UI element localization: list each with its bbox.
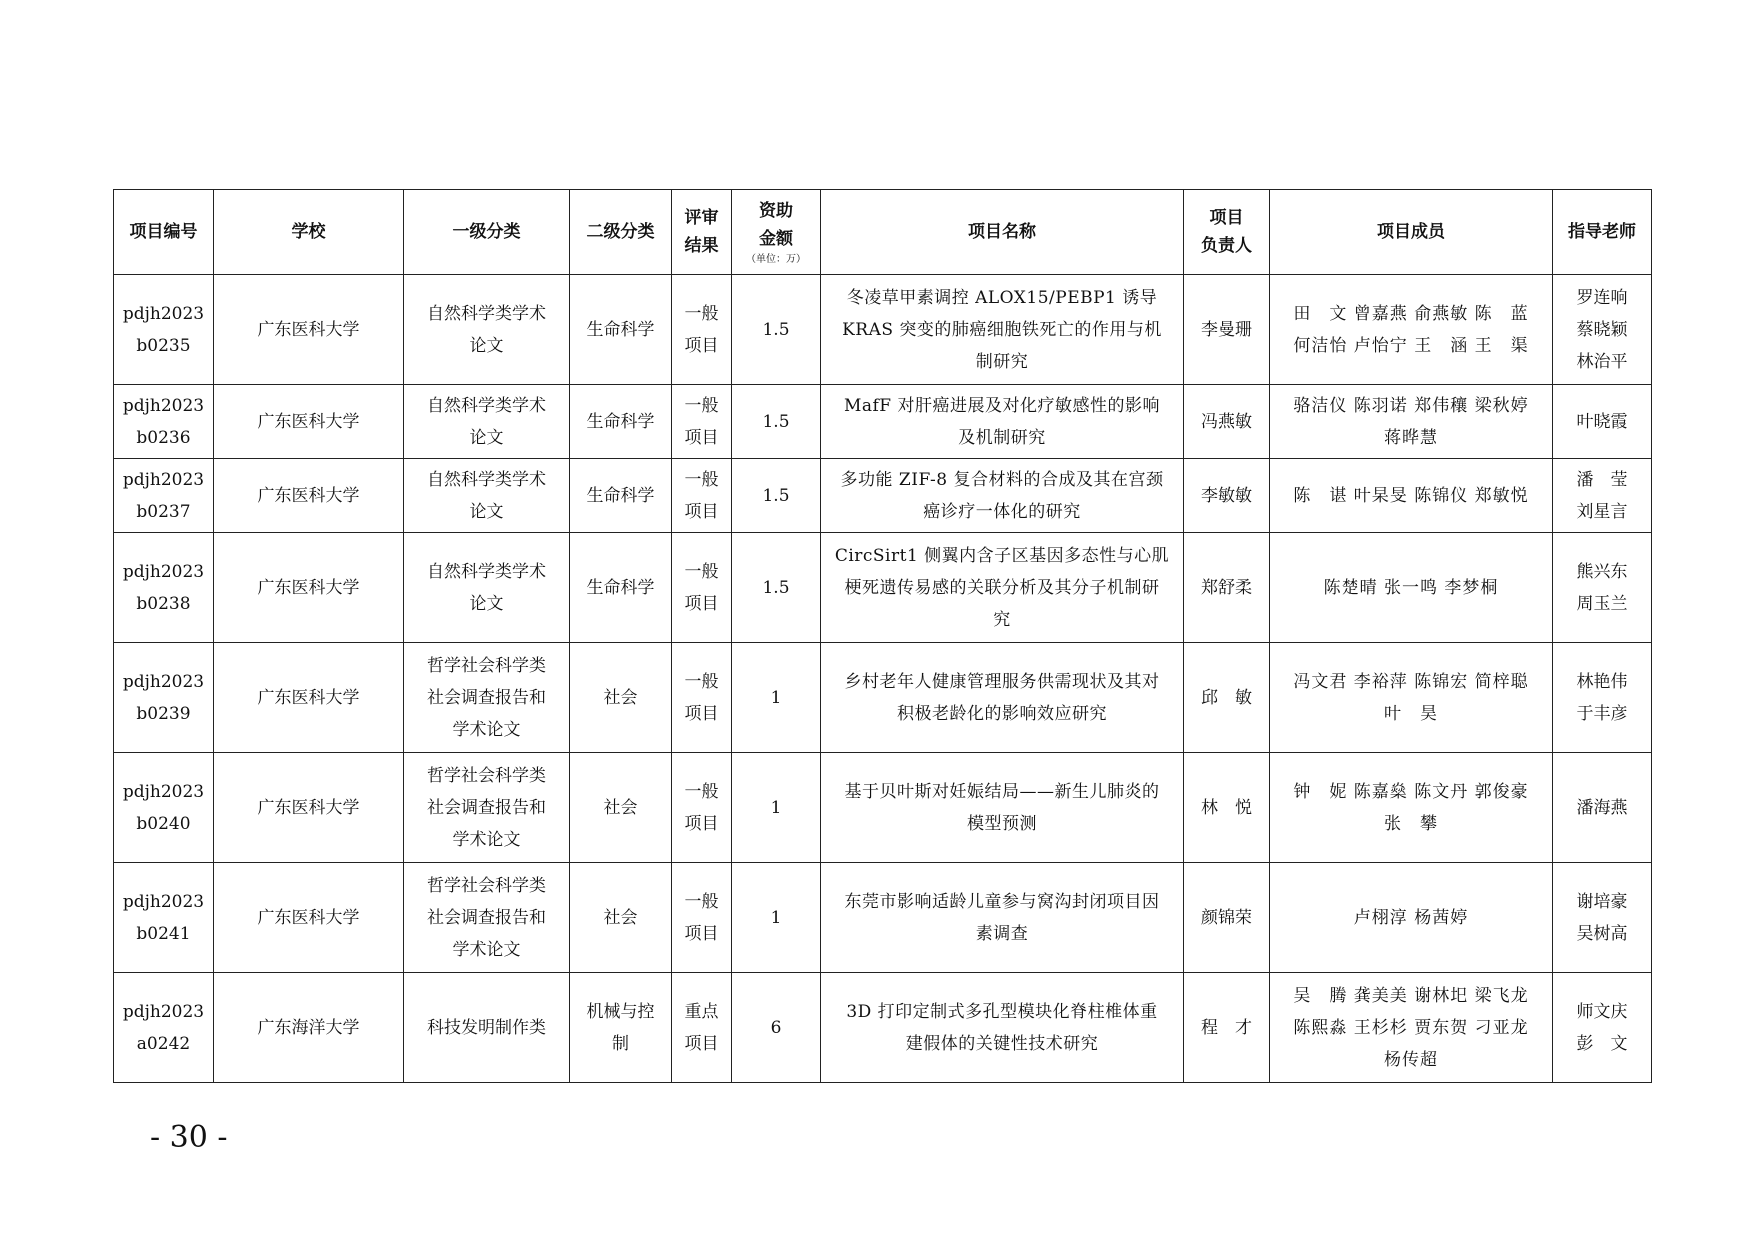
cell-level1-line: 社会调查报告和 [427, 907, 546, 928]
cell-members [1270, 385, 1553, 459]
cell-members-line: 陈 谌 叶杲旻 陈锦仪 郑敏悦 [1293, 485, 1529, 506]
cell-result-line: 项目 [684, 335, 719, 356]
cell-code [114, 973, 214, 1083]
cell-code [114, 863, 214, 973]
cell-members-line: 陈楚晴 张一鸣 李梦桐 [1323, 577, 1499, 598]
cell-project-name-line: KRAS 突变的肺癌细胞铁死亡的作用与机 [842, 319, 1162, 340]
cell-members [1270, 275, 1553, 385]
cell-code [114, 275, 214, 385]
cell-level2-line: 制 [612, 1033, 629, 1054]
header-level2: 二级分类 [570, 190, 672, 275]
header-leader: 项目 负责人 [1184, 190, 1270, 275]
cell-level2 [570, 643, 672, 753]
cell-result-line: 一般 [684, 303, 719, 324]
cell-level1-line: 自然科学类学术 [427, 395, 546, 416]
cell-code [114, 533, 214, 643]
cell-level1-line: 自然科学类学术 [427, 469, 546, 490]
cell-project-name-line: 及机制研究 [958, 427, 1046, 448]
cell-project-name-line: 素调查 [975, 923, 1029, 944]
cell-amount: 1 [732, 863, 821, 973]
cell-advisor [1553, 973, 1652, 1083]
cell-members [1270, 643, 1553, 753]
table-row [114, 533, 1652, 643]
cell-project-name-line: 积极老龄化的影响效应研究 [897, 703, 1107, 724]
cell-project-name [821, 863, 1184, 973]
cell-amount: 1.5 [732, 459, 821, 533]
cell-result [672, 643, 732, 753]
cell-level2-line: 生命科学 [586, 577, 655, 598]
cell-level1 [404, 385, 570, 459]
cell-advisor-line: 熊兴东 [1576, 561, 1628, 582]
header-members: 项目成员 [1270, 190, 1553, 275]
cell-project-name-line: 乡村老年人健康管理服务供需现状及其对 [844, 671, 1160, 692]
cell-level1-line: 社会调查报告和 [427, 797, 546, 818]
cell-code-line: pdjh2023 [122, 561, 205, 582]
cell-code [114, 385, 214, 459]
cell-members [1270, 533, 1553, 643]
cell-level1-line: 社会调查报告和 [427, 687, 546, 708]
cell-level2 [570, 753, 672, 863]
cell-level2 [570, 973, 672, 1083]
cell-project-name-line: 究 [993, 609, 1011, 630]
cell-advisor [1553, 863, 1652, 973]
cell-school: 广东医科大学 [214, 275, 404, 385]
cell-project-name-line: 制研究 [975, 351, 1029, 372]
header-level1: 一级分类 [404, 190, 570, 275]
cell-project-name-line: 癌诊疗一体化的研究 [923, 501, 1081, 522]
cell-code-line: b0235 [136, 335, 191, 356]
cell-advisor-line: 林治平 [1576, 351, 1628, 372]
cell-level1-line: 自然科学类学术 [427, 561, 546, 582]
cell-advisor-line: 刘星言 [1576, 501, 1628, 522]
cell-result [672, 753, 732, 863]
cell-result-line: 一般 [684, 561, 719, 582]
cell-result-line: 一般 [684, 671, 719, 692]
cell-code-line: pdjh2023 [122, 395, 205, 416]
cell-result-line: 一般 [684, 891, 719, 912]
cell-level1-line: 论文 [469, 501, 504, 522]
cell-result-line: 项目 [684, 923, 719, 944]
cell-code [114, 753, 214, 863]
cell-level1-line: 论文 [469, 593, 504, 614]
cell-level2 [570, 459, 672, 533]
cell-leader: 颜锦荣 [1184, 863, 1270, 973]
cell-code-line: pdjh2023 [122, 1001, 205, 1022]
cell-result [672, 385, 732, 459]
cell-project-name-line: CircSirt1 侧翼内含子区基因多态性与心肌 [834, 545, 1170, 566]
header-result: 评审 结果 [672, 190, 732, 275]
cell-result-line: 重点 [684, 1001, 719, 1022]
cell-members-line: 卢栩淳 杨茜婷 [1353, 907, 1469, 928]
cell-level2-line: 社会 [603, 797, 638, 818]
cell-level2-line: 社会 [603, 687, 638, 708]
cell-level2-line: 生命科学 [586, 411, 655, 432]
cell-code-line: pdjh2023 [122, 891, 205, 912]
cell-project-name-line: 冬凌草甲素调控 ALOX15/PEBP1 诱导 [846, 287, 1158, 308]
table-row [114, 753, 1652, 863]
cell-code-line: pdjh2023 [122, 303, 205, 324]
cell-advisor-line: 师文庆 [1576, 1001, 1628, 1022]
cell-advisor [1553, 459, 1652, 533]
cell-level2-line: 生命科学 [586, 319, 655, 340]
cell-level1-line: 学术论文 [452, 719, 521, 740]
cell-code-line: b0238 [136, 593, 191, 614]
page-number: - 30 - [150, 1120, 228, 1155]
header-amount: 资助 金额 （单位：万） [732, 190, 821, 275]
cell-result-line: 一般 [684, 469, 719, 490]
cell-members-line: 叶 昊 [1384, 703, 1438, 724]
cell-leader: 郑舒柔 [1184, 533, 1270, 643]
header-advisor: 指导老师 [1553, 190, 1652, 275]
cell-code-line: a0242 [136, 1033, 191, 1054]
cell-level2 [570, 385, 672, 459]
cell-project-name-line: 东莞市影响适龄儿童参与窝沟封闭项目因 [844, 891, 1160, 912]
cell-result [672, 275, 732, 385]
cell-advisor-line: 于丰彦 [1576, 703, 1628, 724]
cell-members-line: 张 攀 [1384, 813, 1438, 834]
cell-result-line: 一般 [684, 781, 719, 802]
cell-result [672, 533, 732, 643]
cell-amount: 6 [732, 973, 821, 1083]
cell-result-line: 项目 [684, 593, 719, 614]
cell-code-line: b0241 [136, 923, 191, 944]
cell-result-line: 项目 [684, 813, 719, 834]
cell-code-line: b0239 [136, 703, 191, 724]
cell-level1-line: 自然科学类学术 [427, 303, 546, 324]
cell-members-line: 钟 妮 陈嘉燊 陈文丹 郭俊豪 [1293, 781, 1529, 802]
cell-advisor [1553, 275, 1652, 385]
cell-project-name-line: 基于贝叶斯对妊娠结局——新生儿肺炎的 [844, 781, 1160, 802]
cell-result-line: 项目 [684, 427, 719, 448]
cell-code [114, 643, 214, 753]
cell-result [672, 863, 732, 973]
cell-code-line: b0237 [136, 501, 191, 522]
cell-advisor-line: 周玉兰 [1576, 593, 1628, 614]
cell-level1 [404, 533, 570, 643]
cell-advisor-line: 叶晓霞 [1576, 411, 1628, 432]
table-row [114, 863, 1652, 973]
cell-project-name-line: 多功能 ZIF-8 复合材料的合成及其在宫颈 [840, 469, 1164, 490]
cell-project-name-line: 建假体的关键性技术研究 [905, 1033, 1099, 1054]
cell-advisor-line: 吴树高 [1576, 923, 1628, 944]
cell-school: 广东医科大学 [214, 643, 404, 753]
cell-code-line: b0236 [136, 427, 191, 448]
cell-code-line: b0240 [136, 813, 191, 834]
cell-level1 [404, 753, 570, 863]
cell-members-line: 蒋晔慧 [1384, 427, 1438, 448]
header-row [114, 190, 1652, 275]
cell-advisor [1553, 533, 1652, 643]
cell-level2 [570, 275, 672, 385]
cell-result [672, 973, 732, 1083]
cell-project-name [821, 973, 1184, 1083]
cell-level1 [404, 863, 570, 973]
cell-advisor-line: 彭 文 [1576, 1033, 1628, 1054]
cell-level1-line: 学术论文 [452, 939, 521, 960]
cell-level2-line: 生命科学 [586, 485, 655, 506]
cell-result-line: 项目 [684, 501, 719, 522]
cell-members-line: 骆洁仪 陈羽诺 郑伟穰 梁秋婷 [1293, 395, 1529, 416]
cell-amount: 1 [732, 753, 821, 863]
cell-level1-line: 哲学社会科学类 [427, 875, 546, 896]
table-row [114, 643, 1652, 753]
cell-advisor-line: 潘海燕 [1576, 797, 1628, 818]
cell-advisor [1553, 753, 1652, 863]
cell-level2 [570, 863, 672, 973]
cell-leader: 林 悦 [1184, 753, 1270, 863]
cell-advisor [1553, 643, 1652, 753]
header-amount-unit: （单位：万） [746, 254, 806, 265]
cell-advisor-line: 罗连响 [1576, 287, 1628, 308]
header-school: 学校 [214, 190, 404, 275]
cell-level1 [404, 275, 570, 385]
cell-project-name [821, 459, 1184, 533]
cell-amount: 1 [732, 643, 821, 753]
cell-members [1270, 753, 1553, 863]
cell-code [114, 459, 214, 533]
cell-code-line: pdjh2023 [122, 781, 205, 802]
cell-school: 广东医科大学 [214, 863, 404, 973]
cell-level2-line: 社会 [603, 907, 638, 928]
cell-members-line: 吴 腾 龚美美 谢林圯 梁飞龙 [1293, 985, 1529, 1006]
cell-members-line: 田 文 曾嘉燕 俞燕敏 陈 蓝 [1293, 303, 1529, 324]
cell-leader: 程 才 [1184, 973, 1270, 1083]
cell-level2 [570, 533, 672, 643]
cell-amount: 1.5 [732, 533, 821, 643]
cell-level1-line: 学术论文 [452, 829, 521, 850]
cell-members [1270, 863, 1553, 973]
cell-school: 广东海洋大学 [214, 973, 404, 1083]
cell-leader: 李敏敏 [1184, 459, 1270, 533]
cell-level2-line: 机械与控 [586, 1001, 655, 1022]
header-name: 项目名称 [821, 190, 1184, 275]
cell-project-name [821, 533, 1184, 643]
cell-code-line: pdjh2023 [122, 469, 205, 490]
cell-members-line: 杨传超 [1384, 1049, 1438, 1070]
cell-leader: 邱 敏 [1184, 643, 1270, 753]
cell-school: 广东医科大学 [214, 753, 404, 863]
cell-project-name-line: 模型预测 [967, 813, 1037, 834]
table-row [114, 275, 1652, 385]
cell-result-line: 一般 [684, 395, 719, 416]
cell-level1-line: 哲学社会科学类 [427, 765, 546, 786]
cell-project-name [821, 753, 1184, 863]
cell-advisor [1553, 385, 1652, 459]
table-row [114, 973, 1652, 1083]
cell-level1-line: 科技发明制作类 [427, 1017, 546, 1038]
cell-level1-line: 哲学社会科学类 [427, 655, 546, 676]
cell-level1 [404, 459, 570, 533]
cell-advisor-line: 林艳伟 [1576, 671, 1628, 692]
cell-school: 广东医科大学 [214, 385, 404, 459]
cell-school: 广东医科大学 [214, 533, 404, 643]
cell-amount: 1.5 [732, 385, 821, 459]
cell-members [1270, 459, 1553, 533]
cell-project-name-line: 3D 打印定制式多孔型模块化脊柱椎体重 [846, 1001, 1158, 1022]
cell-advisor-line: 蔡晓颖 [1576, 319, 1628, 340]
cell-members-line: 何洁怡 卢怡宁 王 涵 王 渠 [1293, 335, 1529, 356]
cell-project-name-line: MafF 对肝癌进展及对化疗敏感性的影响 [843, 395, 1161, 416]
cell-school: 广东医科大学 [214, 459, 404, 533]
cell-result [672, 459, 732, 533]
cell-project-name [821, 275, 1184, 385]
cell-members [1270, 973, 1553, 1083]
cell-members-line: 冯文君 李裕萍 陈锦宏 简梓聪 [1293, 671, 1529, 692]
table-row [114, 459, 1652, 533]
cell-level1 [404, 643, 570, 753]
cell-code-line: pdjh2023 [122, 671, 205, 692]
cell-level1-line: 论文 [469, 427, 504, 448]
cell-leader: 李曼珊 [1184, 275, 1270, 385]
cell-level1 [404, 973, 570, 1083]
cell-level1-line: 论文 [469, 335, 504, 356]
cell-project-name-line: 梗死遗传易感的关联分析及其分子机制研 [844, 577, 1160, 598]
table-row [114, 385, 1652, 459]
cell-amount: 1.5 [732, 275, 821, 385]
cell-project-name [821, 643, 1184, 753]
cell-advisor-line: 潘 莹 [1576, 469, 1628, 490]
cell-members-line: 陈熙淼 王杉杉 贾东贺 刁亚龙 [1293, 1017, 1529, 1038]
cell-project-name [821, 385, 1184, 459]
cell-result-line: 项目 [684, 703, 719, 724]
project-table [113, 189, 1652, 1083]
cell-leader: 冯燕敏 [1184, 385, 1270, 459]
cell-result-line: 项目 [684, 1033, 719, 1054]
cell-advisor-line: 谢培豪 [1576, 891, 1628, 912]
header-code: 项目编号 [114, 190, 214, 275]
